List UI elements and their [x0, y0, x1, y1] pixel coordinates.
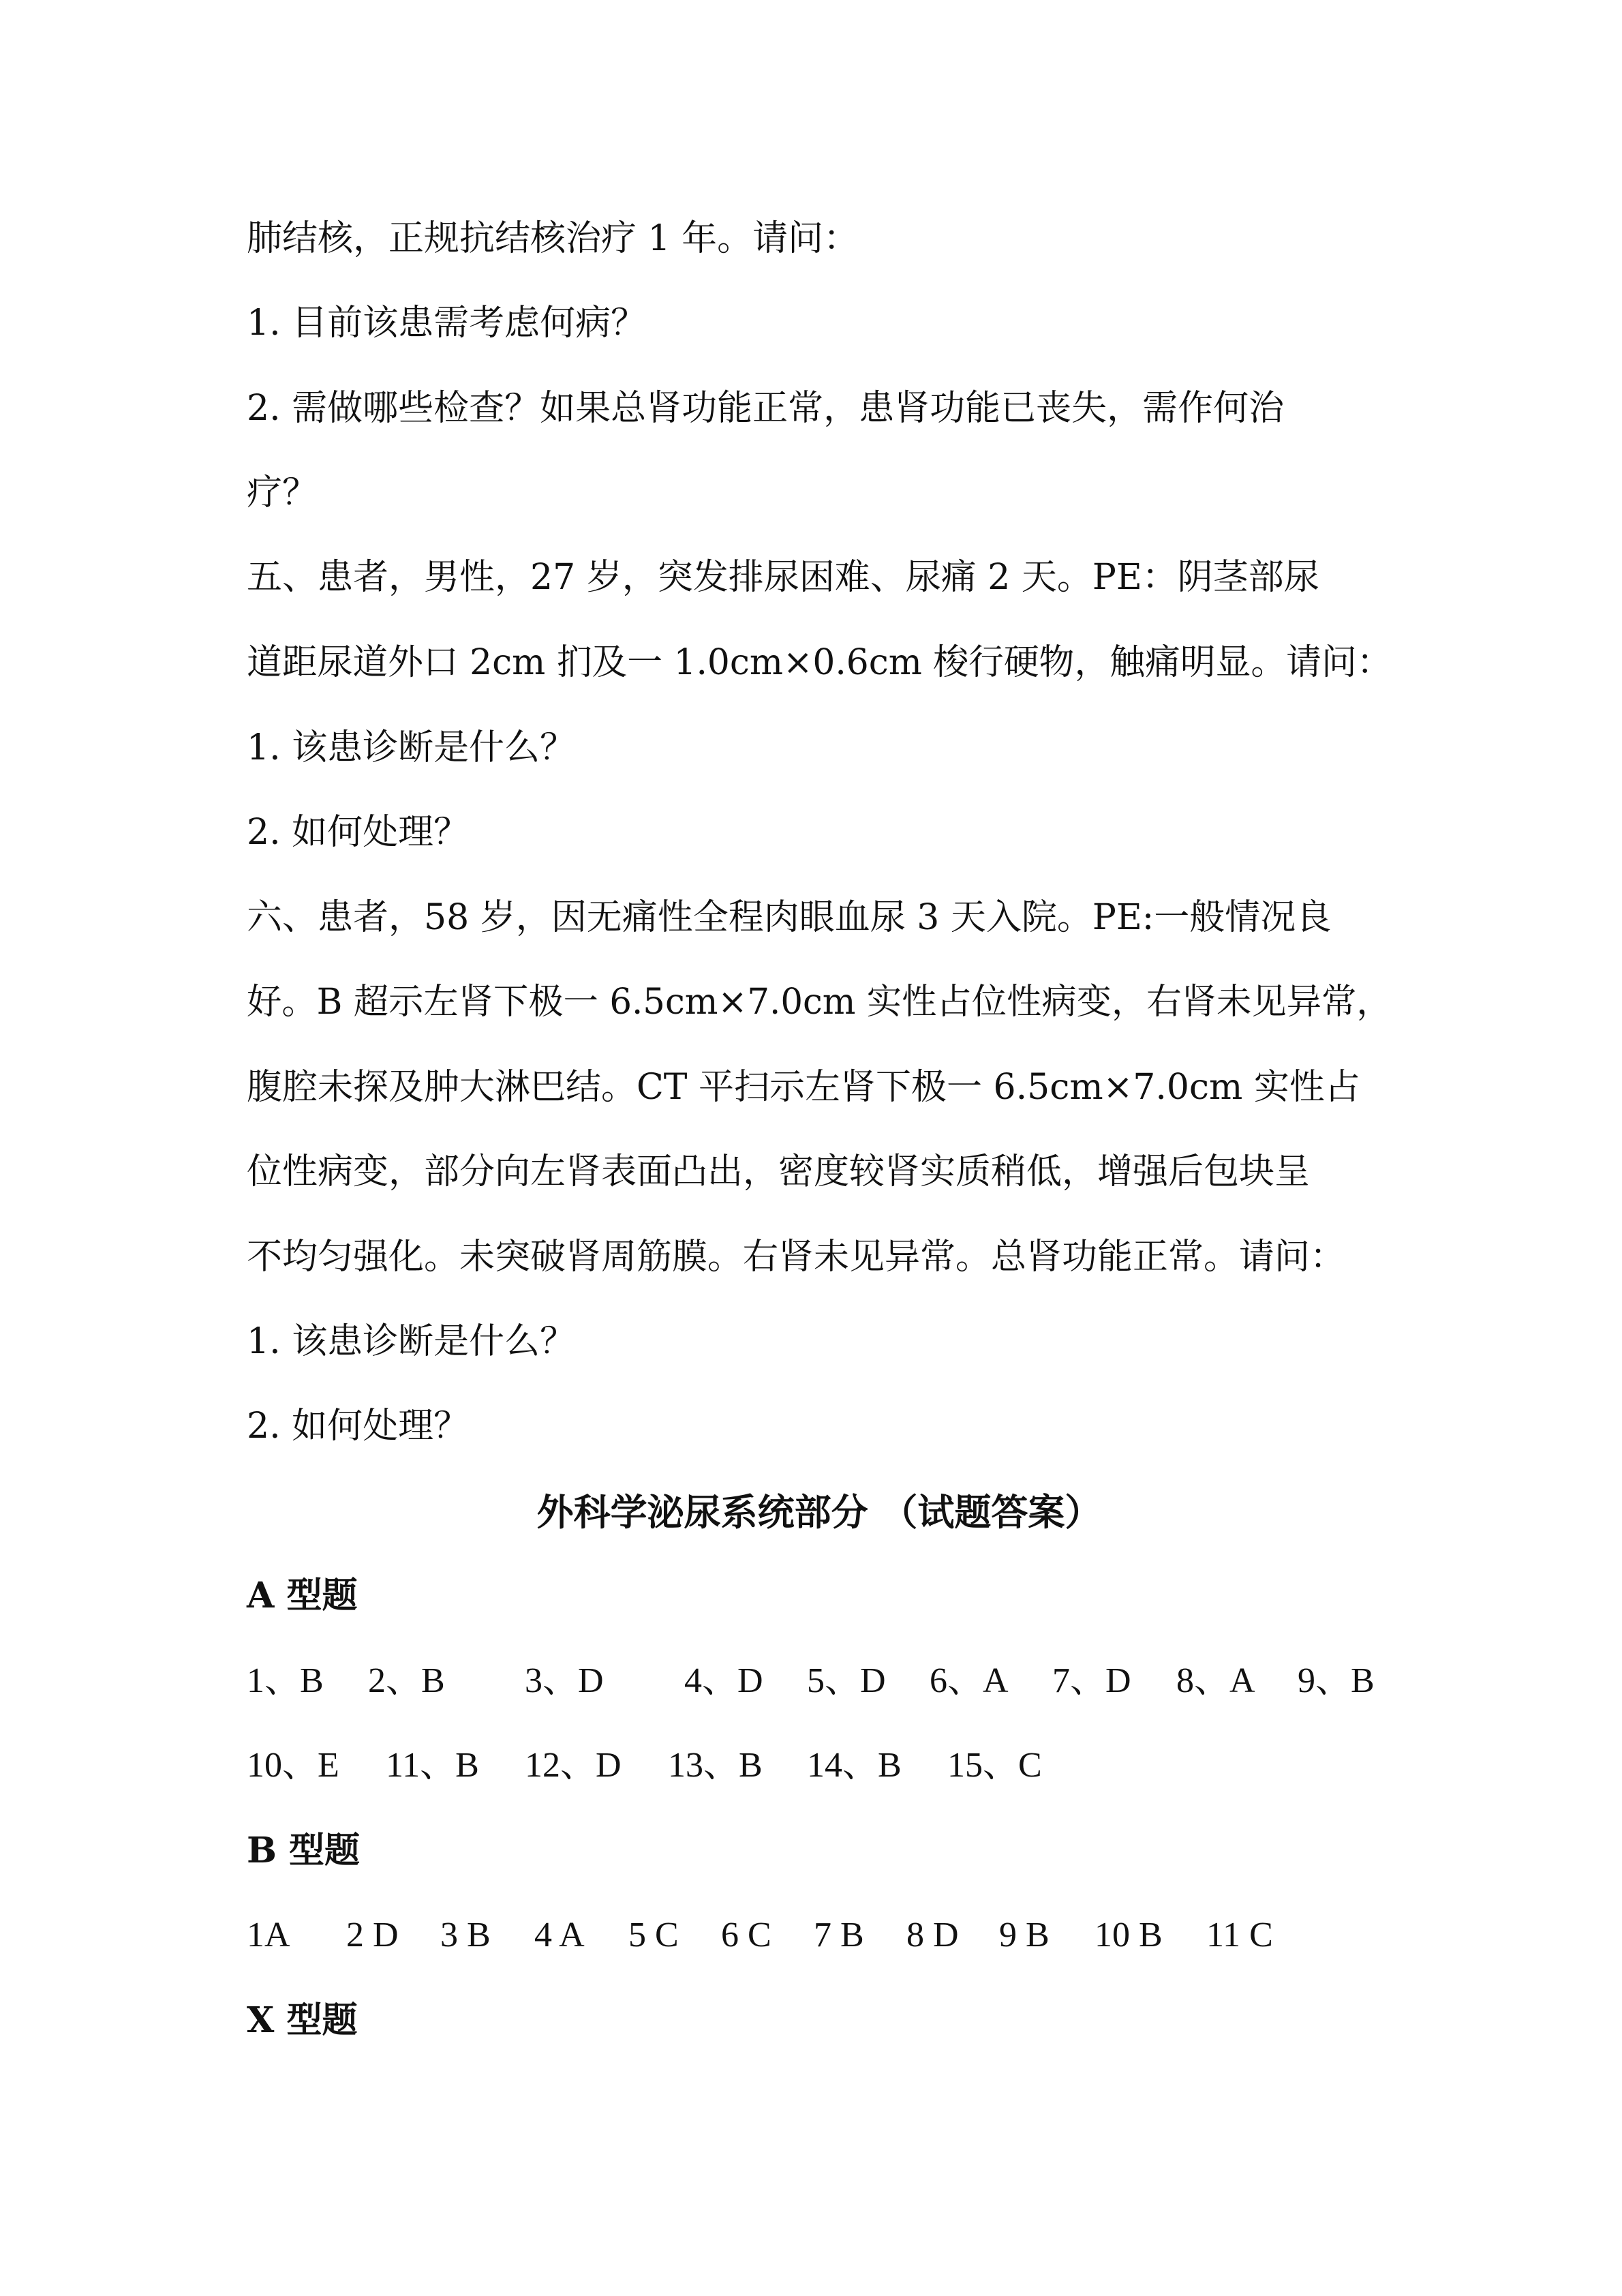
question-4-sub-2-line-1: 2. 需做哪些检查？如果总肾功能正常，患肾功能已丧失，需作何治	[247, 388, 1285, 429]
answer-a-14: 14、B	[807, 1746, 902, 1785]
answer-a-11: 11、B	[386, 1746, 479, 1785]
b-answers-row	[247, 1914, 1405, 1957]
question-6-line-3: 腹腔未探及肿大淋巴结。CT 平扫示左肾下极一 6.5cm×7.0cm 实性占	[247, 1067, 1360, 1108]
answer-b-3: 3 B	[440, 1916, 491, 1954]
question-5-line-1: 五、患者，男性，27 岁，突发排尿困难、尿痛 2 天。PE：阴茎部尿	[247, 557, 1319, 598]
a-answers-row-1	[247, 1660, 1405, 1702]
question-5-sub-2: 2. 如何处理？	[247, 812, 470, 853]
answer-title: 外科学泌尿系统部分 （试题答案）	[536, 1490, 1102, 1534]
answer-a-13: 13、B	[668, 1746, 763, 1785]
answer-a-8: 8、A	[1176, 1661, 1255, 1700]
answer-a-4: 4、D	[684, 1661, 763, 1700]
answer-a-12: 12、D	[525, 1746, 622, 1785]
answer-b-1: 1A	[247, 1916, 290, 1954]
answer-a-15: 15、C	[947, 1746, 1042, 1785]
question-4-sub-2-line-2: 疗？	[247, 472, 318, 513]
answer-b-5: 5 C	[628, 1916, 679, 1954]
answer-a-7: 7、D	[1052, 1661, 1131, 1700]
answer-a-2: 2、B	[368, 1661, 445, 1700]
section-a-label: A 型题	[247, 1575, 358, 1616]
answer-b-2: 2 D	[346, 1916, 399, 1954]
answer-a-1: 1、B	[247, 1661, 324, 1700]
answer-b-10: 10 B	[1095, 1916, 1163, 1954]
answer-a-9: 9、B	[1298, 1661, 1375, 1700]
section-x-label: X 型题	[247, 1999, 358, 2041]
answer-b-11: 11 C	[1206, 1916, 1273, 1954]
section-b-label: B 型题	[247, 1830, 361, 1871]
question-5-line-2: 道距尿道外口 2cm 扪及一 1.0cm×0.6cm 梭行硬物，触痛明显。请问：	[247, 642, 1392, 683]
question-4-sub-1: 1. 目前该患需考虑何病？	[247, 303, 647, 344]
answer-a-5: 5、D	[807, 1661, 886, 1700]
answer-b-7: 7 B	[814, 1916, 864, 1954]
question-6-sub-2: 2. 如何处理？	[247, 1406, 470, 1447]
answer-a-10: 10、E	[247, 1746, 339, 1785]
answer-b-9: 9 B	[999, 1916, 1050, 1954]
question-6-line-2: 好。B 超示左肾下极一 6.5cm×7.0cm 实性占位性病变，右肾未见异常，	[247, 982, 1392, 1023]
question-6-line-5: 不均匀强化。未突破肾周筋膜。右肾未见异常。总肾功能正常。请问：	[247, 1237, 1346, 1278]
question-6-line-4: 位性病变，部分向左肾表面凸出，密度较肾实质稍低，增强后包块呈	[247, 1151, 1311, 1192]
answer-b-6: 6 C	[721, 1916, 771, 1954]
a-answers-row-2	[247, 1744, 1405, 1787]
answer-a-6: 6、A	[930, 1661, 1009, 1700]
question-6-line-1: 六、患者，58 岁，因无痛性全程肉眼血尿 3 天入院。PE:一般情况良	[247, 897, 1332, 938]
answer-b-8: 8 D	[906, 1916, 959, 1954]
question-5-sub-1: 1. 该患诊断是什么？	[247, 727, 576, 768]
question-6-sub-1: 1. 该患诊断是什么？	[247, 1321, 576, 1362]
answer-b-4: 4 A	[534, 1916, 585, 1954]
question-4-tail: 肺结核，正规抗结核治疗 1 年。请问：	[247, 218, 859, 259]
answer-a-3: 3、D	[525, 1661, 604, 1700]
